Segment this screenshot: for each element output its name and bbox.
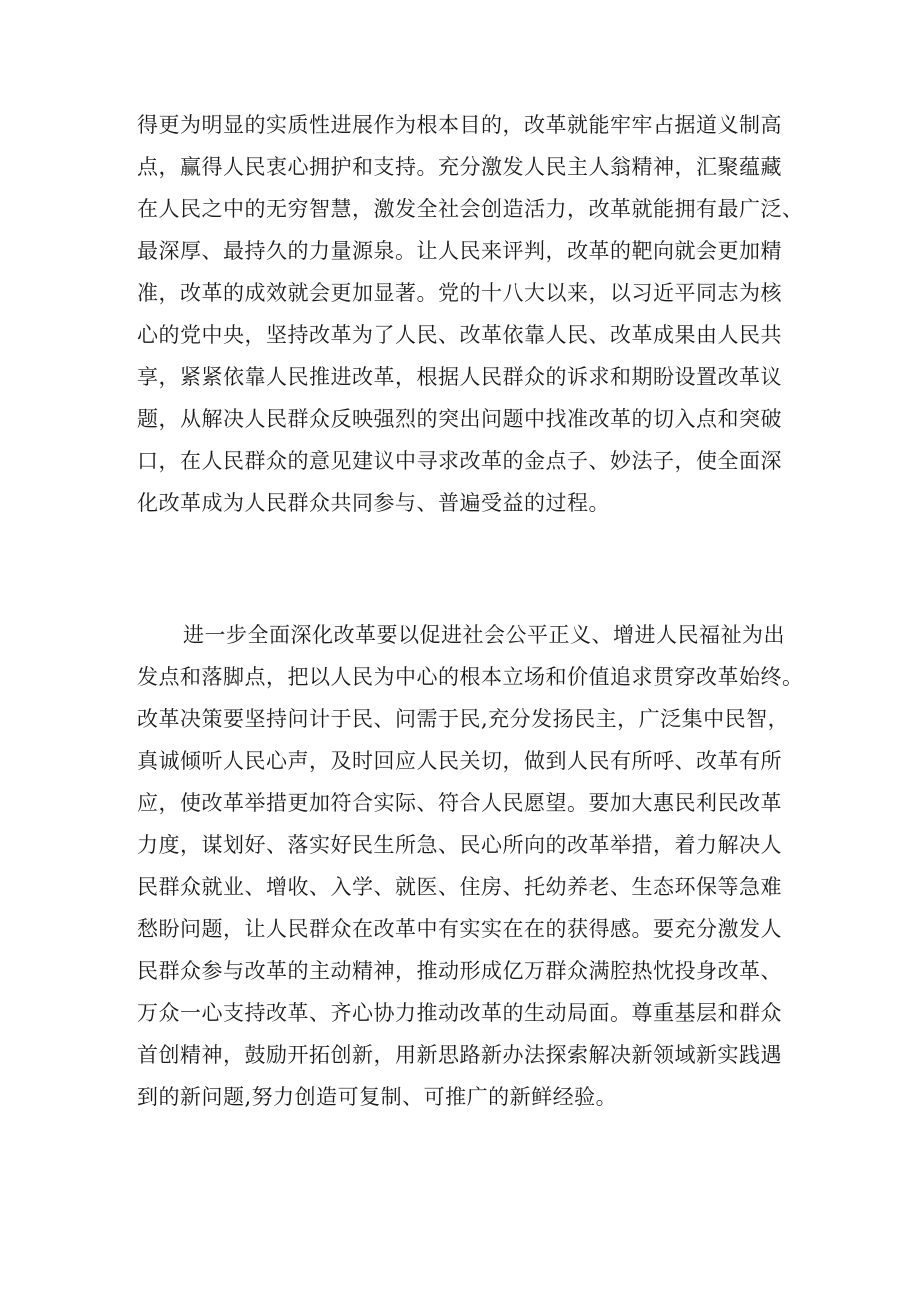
text-line: 享，紧紧依靠人民推进改革，根据人民群众的诉求和期盼设置改革议 [137,365,782,389]
text-line: 应，使改革举措更加符合实际、符合人民愿望。要加大惠民利民改革 [137,791,782,815]
text-line: 民群众就业、增收、入学、就医、住房、托幼养老、生态环保等急难 [137,875,782,899]
text-line: 民群众参与改革的主动精神，推动形成亿万群众满腔热忱投身改革、 [137,959,782,983]
text-line: 口，在人民群众的意见建议中寻求改革的金点子、妙法子，使全面深 [137,449,782,473]
text-line: 在人民之中的无穷智慧，激发全社会创造活力，改革就能拥有最广泛、 [137,197,804,221]
text-line: 力度，谋划好、落实好民生所急、民心所向的改革举措，着力解决人 [137,833,782,857]
text-line: 心的党中央，坚持改革为了人民、改革依靠人民、改革成果由人民共 [137,323,782,347]
text-line: 发点和落脚点，把以人民为中心的根本立场和价值追求贯穿改革始终。 [137,665,804,689]
text-line: 准，改革的成效就会更加显著。党的十八大以来，以习近平同志为核 [137,281,782,305]
text-line: 真诚倾听人民心声，及时回应人民关切，做到人民有所呼、改革有所 [137,749,782,773]
text-line: 到的新问题,努力创造可复制、可推广的新鲜经验。 [137,1085,618,1109]
text-line: 得更为明显的实质性进展作为根本目的，改革就能牢牢占据道义制高 [137,113,782,137]
text-line: 进一步全面深化改革要以促进社会公平正义、增进人民福祉为出 [183,623,785,647]
text-line: 愁盼问题，让人民群众在改革中有实实在在的获得感。要充分激发人 [137,917,782,941]
text-line: 首创精神，鼓励开拓创新，用新思路新办法探索解决新领域新实践遇 [137,1043,782,1067]
text-line: 万众一心支持改革、齐心协力推动改革的生动局面。尊重基层和群众 [137,1001,782,1025]
text-line: 改革决策要坚持问计于民、问需于民,充分发扬民主，广泛集中民智， [137,707,790,731]
paragraph-1 [137,104,804,524]
paragraph-2 [137,614,804,1118]
text-line: 点，赢得人民衷心拥护和支持。充分激发人民主人翁精神，汇聚蕴藏 [137,155,782,179]
text-line: 题，从解决人民群众反映强烈的突出问题中找准改革的切入点和突破 [137,407,782,431]
text-line: 最深厚、最持久的力量源泉。让人民来评判，改革的靶向就会更加精 [137,239,782,263]
text-line: 化改革成为人民群众共同参与、普遍受益的过程。 [137,491,610,515]
